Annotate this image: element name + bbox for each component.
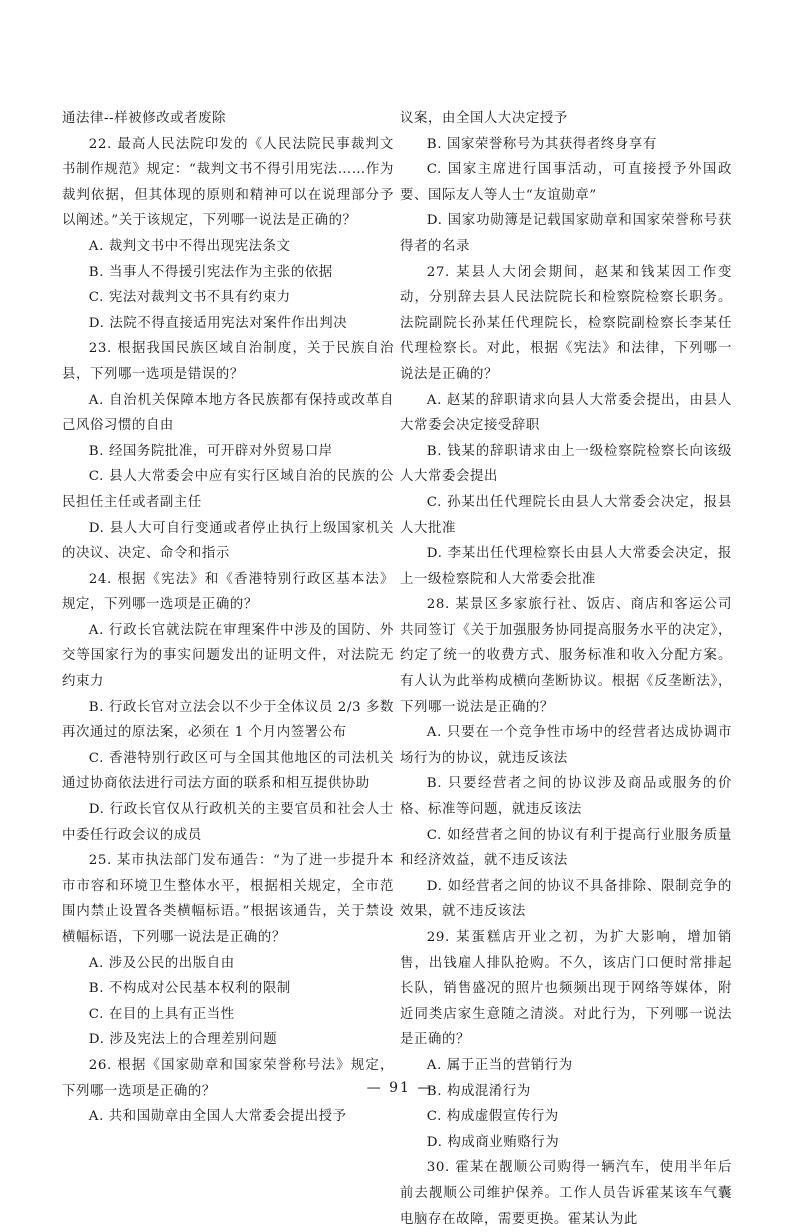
- answer-option: D. 如经营者之间的协议不具备排除、限制竞争的效果，就不违反该法: [400, 878, 732, 920]
- answer-option: A. 裁判文书中不得出现宪法条文: [88, 238, 291, 254]
- answer-option: B. 经国务院批准，可开辟对外贸易口岸: [88, 443, 333, 459]
- continued-text: 通法律--样被修改或者废除: [62, 111, 227, 126]
- answer-option: A. 行政长官就法院在审理案件中涉及的国防、外交等国家行为的事实问题发出的证明文件，对法院无约束力: [62, 622, 394, 690]
- answer-option: C. 宪法对裁判文书不具有约束力: [88, 290, 291, 306]
- answer-option: B. 行政长官对立法会以不少于全体议员 2/3 多数再次通过的原法案，必须在 1 个月内签署公布: [62, 699, 394, 741]
- answer-option: B. 当事人不得援引宪法作为主张的依据: [88, 264, 333, 280]
- answer-option: C. 在目的上具有正当性: [88, 1006, 235, 1022]
- answer-option: B. 国家荣誉称号为其获得者终身享有: [426, 136, 657, 152]
- answer-option: B. 不构成对公民基本权利的限制: [88, 981, 291, 997]
- answer-option: A. 只要在一个竞争性市场中的经营者达成协调市场行为的协议，就违反该法: [400, 725, 732, 766]
- question-text: 29. 某蛋糕店开业之初，为扩大影响，增加销售，出钱雇人排队抢购。不久，该店门口便时常排起长队，销售盛况的照片也频频出现于网络等媒体，附近同类店家生意随之清淡。对此行为，下列哪一说法是正确的？: [400, 930, 732, 1048]
- answer-option: D. 李某出任代理检察长由县人大常委会决定，报上一级检察院和人大常委会批准: [400, 546, 732, 587]
- answer-option: C. 县人大常委会中应有实行区域自治的民族的公民担任主任或者副主任: [62, 469, 394, 510]
- right-column: [400, 106, 732, 1232]
- answer-option: B. 钱某的辞职请求由上一级检察院检察长向该级人大常委会提出: [400, 443, 732, 485]
- question-text: 27. 某县人大闭会期间，赵某和钱某因工作变动，分别辞去县人民法院院长和检察院检察长职务。法院副院长孙某任代理院长，检察院副检察长李某任代理检察长。对此，根据《宪法》和法律，下列哪一说法是正确的？: [400, 264, 732, 382]
- question-text: 26. 根据《国家勋章和国家荣誉称号法》规定，下列哪一选项是正确的？: [62, 1057, 394, 1099]
- answer-option: A. 涉及公民的出版自由: [88, 955, 235, 971]
- answer-option: C. 如经营者之间的协议有利于提高行业服务质量和经济效益，就不违反该法: [400, 827, 732, 869]
- answer-option: D. 国家功勋簿是记载国家勋章和国家荣誉称号获得者的名录: [400, 213, 732, 254]
- answer-option: A. 属于正当的营销行为: [426, 1057, 573, 1073]
- question-text: 22. 最高人民法院印发的《人民法院民事裁判文书制作规范》规定：“裁判文书不得引用宪法……作为裁判依据，但其体现的原则和精神可以在说理部分予以阐述。”关于该规定，下列哪一说法是正确的？: [62, 136, 394, 229]
- page-number: — 91 —: [366, 1080, 434, 1096]
- answer-option: C. 香港特别行政区可与全国其他地区的司法机关通过协商依法进行司法方面的联系和相互提供协助: [62, 750, 394, 792]
- question-text: 28. 某景区多家旅行社、饭店、商店和客运公司共同签订《关于加强服务协同提高服务水平的决定》，约定了统一的收费方式、服务标准和收入分配方案。有人认为此举构成横向垄断协议。根据《反垄断法》，下列哪一说法是正确的？: [400, 597, 732, 715]
- answer-option: C. 孙某出任代理院长由县人大常委会决定，报县人大批准: [400, 494, 732, 536]
- answer-option: D. 行政长官仅从行政机关的主要官员和社会人士中委任行政会议的成员: [62, 802, 394, 843]
- answer-option: C. 构成虚假宣传行为: [426, 1109, 559, 1125]
- answer-option: A. 共和国勋章由全国人大常委会提出授予: [88, 1109, 347, 1125]
- question-text: 23. 根据我国民族区域自治制度，关于民族自治县，下列哪一选项是错误的？: [62, 341, 394, 382]
- answer-option: B. 构成混淆行为: [426, 1083, 531, 1099]
- answer-option: B. 只要经营者之间的协议涉及商品或服务的价格、标准等问题，就违反该法: [400, 776, 732, 818]
- continued-text: 议案，由全国人大决定授予: [400, 111, 568, 126]
- answer-option: D. 涉及宪法上的合理差别问题: [88, 1032, 278, 1048]
- question-text: 30. 霍某在靓顺公司购得一辆汽车，使用半年后前去靓顺公司维护保养。工作人员告诉霍某该车气囊电脑存在故障，需要更换。霍某认为此: [400, 1160, 732, 1227]
- answer-option: D. 县人大可自行变通或者停止执行上级国家机关的决议、决定、命令和指示: [62, 520, 394, 562]
- answer-option: D. 法院不得直接适用宪法对案件作出判决: [88, 315, 348, 331]
- answer-option: C. 国家主席进行国事活动，可直接授予外国政要、国际友人等人士“友谊勋章”: [400, 162, 732, 203]
- question-text: 24. 根据《宪法》和《香港特别行政区基本法》规定，下列哪一选项是正确的？: [62, 571, 394, 613]
- left-column: [62, 106, 394, 1130]
- answer-option: A. 赵某的辞职请求向县人大常委会提出，由县人大常委会决定接受辞职: [400, 392, 732, 434]
- answer-option: A. 自治机关保障本地方各民族都有保持或改革自己风俗习惯的自由: [62, 392, 394, 434]
- answer-option: D. 构成商业贿赂行为: [426, 1134, 560, 1150]
- question-text: 25. 某市执法部门发布通告：“为了进一步提升本市市容和环境卫生整体水平，根据相关规定，全市范围内禁止设置各类横幅标语。”根据该通告，关于禁设横幅标语，下列哪一说法是正确的？: [62, 853, 394, 945]
